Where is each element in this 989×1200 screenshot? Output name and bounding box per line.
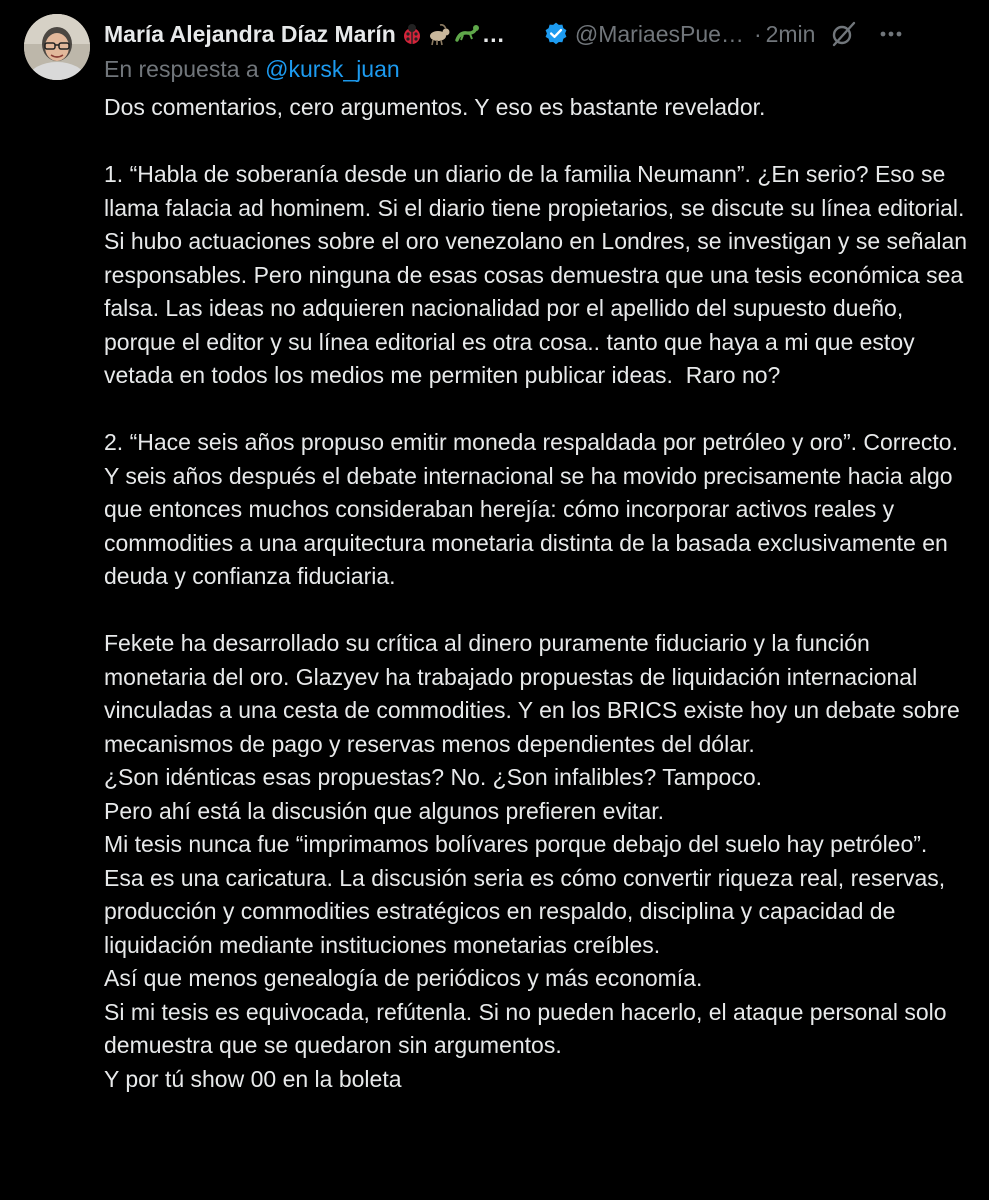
- paragraph-gap: [104, 594, 970, 628]
- tweet-body: [104, 91, 974, 1096]
- name-truncation: …: [481, 20, 505, 47]
- timestamp[interactable]: 2min: [765, 20, 816, 47]
- tweet-paragraph-9: Si mi tesis es equivocada, refútenla. Si no pueden hacerlo, el ataque personal solo demuestra que se quedaron sin argumentos.: [104, 998, 953, 1058]
- tweet-paragraph-5: ¿Son idénticas esas propuestas? No. ¿Son infalibles? Tampoco.: [104, 764, 763, 790]
- tweet-paragraph-2: 1. “Habla de soberanía desde un diario de la familia Neumann”. ¿En serio? Eso se llama falacia ad hominem. Si el diario tiene propietarios, se discute su línea editorial. Si hubo actuaciones sobre el oro venezolano en Londres, se investigan y se señalan responsables. Pero ninguna de esas cosas demuestra que una tesis económica sea falsa. Las ideas no adquieren nacionalidad por el apellido del supuesto dueño, porque el editor y su línea editorial es otra cosa.. tanto que haya a mi que estoy vetada en todos los medios me permiten publicar ideas. Raro no?: [104, 161, 974, 388]
- grok-icon[interactable]: [829, 20, 857, 48]
- display-name[interactable]: María Alejandra Díaz Marín: [104, 20, 396, 47]
- name-emojis: [400, 22, 480, 46]
- tweet-paragraph-4: Fekete ha desarrollado su crítica al dinero puramente fiduciario y la función monetaria del oro. Glazyev ha trabajado propuestas de liquidación internacional vinculadas a una cesta de commodities. Y en los BRICS existe hoy un debate sobre mecanismos de pago y reservas menos dependientes del dólar.: [104, 630, 967, 757]
- verified-badge-icon[interactable]: [543, 21, 569, 47]
- separator-dot: ·: [753, 20, 762, 47]
- more-options-icon[interactable]: [877, 20, 905, 48]
- tweet-paragraph-8: Así que menos genealogía de periódicos y más economía.: [104, 965, 703, 991]
- goat-emoji-icon: [426, 22, 452, 46]
- avatar-image: [24, 14, 90, 80]
- lizard-emoji-icon: [454, 22, 480, 46]
- reply-context: [104, 56, 400, 83]
- reply-prefix: En respuesta a: [104, 56, 266, 82]
- paragraph-gap: [104, 125, 970, 159]
- avatar[interactable]: [24, 14, 90, 80]
- tweet-paragraph-1: Dos comentarios, cero argumentos. Y eso es bastante revelador.: [104, 94, 766, 120]
- author-handle[interactable]: @MariaesPue…: [574, 20, 744, 47]
- ladybug-emoji-icon: [400, 22, 424, 46]
- reply-target-link[interactable]: @kursk_juan: [265, 56, 400, 82]
- tweet-header: [104, 14, 971, 54]
- tweet-paragraph-10: Y por tú show 00 en la boleta: [104, 1065, 402, 1092]
- paragraph-gap: [104, 393, 970, 427]
- tweet-paragraph-6: Pero ahí está la discusión que algunos prefieren evitar.: [104, 797, 665, 824]
- tweet-paragraph-7: Mi tesis nunca fue “imprimamos bolívares porque debajo del suelo hay petróleo”. Esa es una caricatura. La discusión seria es cómo convertir riqueza real, reservas, producción y commodities estratégicos en respaldo, disciplina y capacidad de liquidación mediante instituciones monetarias creíbles.: [104, 831, 952, 958]
- tweet-paragraph-3: 2. “Hace seis años propuso emitir moneda respaldada por petróleo y oro”. Correcto. Y seis años después el debate internacional se ha movido precisamente hacia algo que entonces muchos consideraban herejía: cómo incorporar activos reales y commodities a una arquitectura monetaria distinta de la basada exclusivamente en deuda y confianza fiduciaria.: [104, 429, 964, 589]
